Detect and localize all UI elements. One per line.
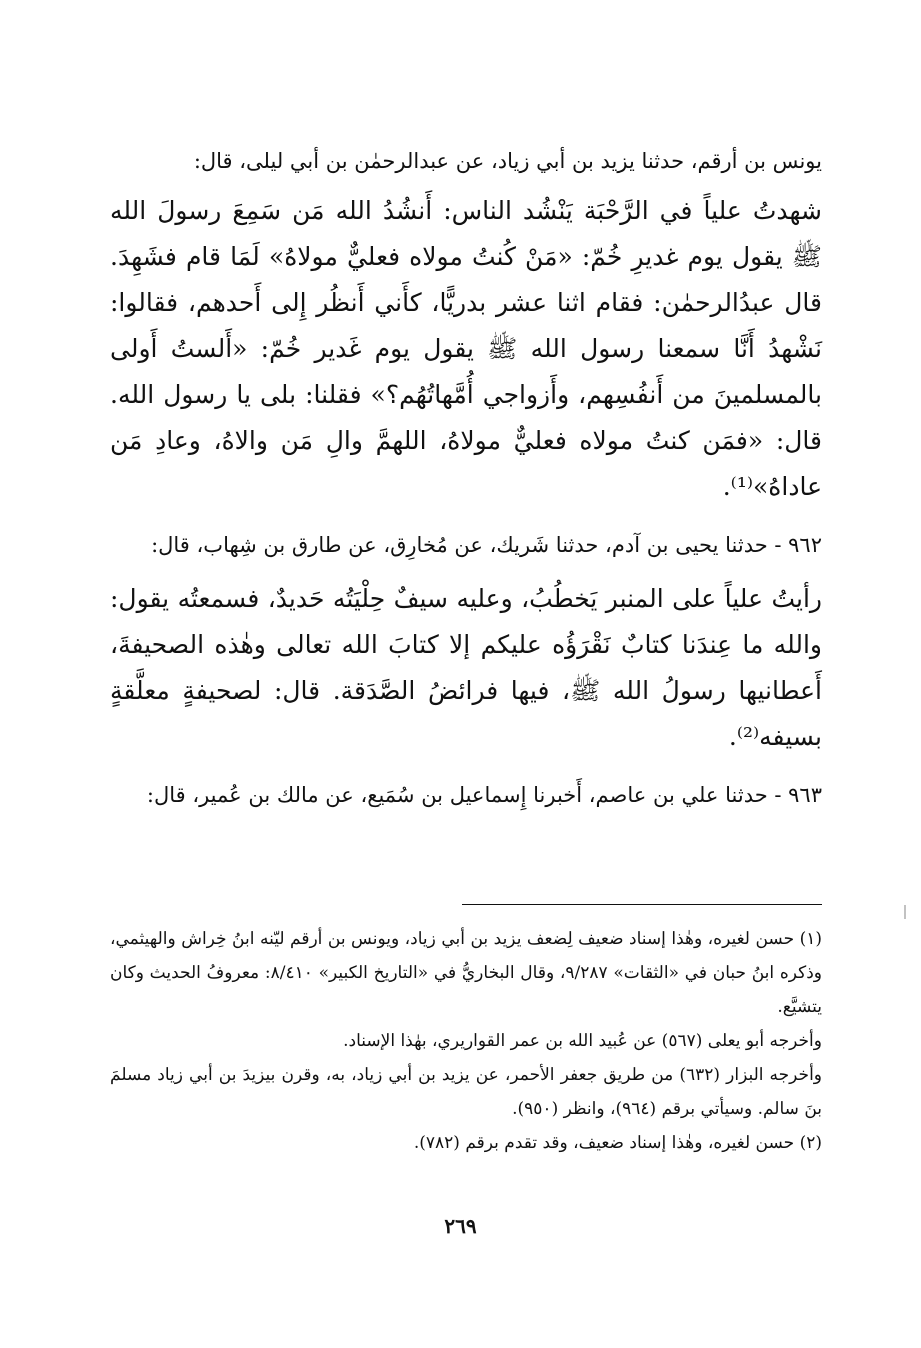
hadith-963-heading (110, 774, 822, 816)
footnotes (110, 922, 822, 1160)
footnote-1-part-a: (١) حسن لغيره، وهٰذا إسناد ضعيف لِضعف يزيد بن أبي زياد، ويونس بن أرقم ليّنه ابنُ خِراش والهيثمي، وذكره ابنُ حبان في «الثقات» ٩/٢٨٧، وقال البخاريُّ في «التاريخ الكبير» ٨/٤١٠: معروفُ الحديث وكان يتشيَّع. (110, 929, 822, 1017)
hadith-961-text: شهدتُ علياً في الرَّحْبَة يَنْشُد الناس: أَنشُدُ الله مَن سَمِعَ رسولَ الله ﷺ يقول يوم غديرِ خُمّ: «مَنْ كُنتُ مولاه فعليٌّ مولاهُ» لَمَا قام فشَهِدَ. قال عبدُالرحمٰن: فقام اثنا عشر بدريًّا، كأَني أَنظُر إِلى أَحدهم، فقالوا: نَشْهدُ أَنَّا سمعنا رسول الله ﷺ يقول يوم غَدير خُمّ: «أَلستُ أَولى بالمسلمينَ من أَنفُسِهم، وأَزواجي أُمَّهاتُهُم؟» فقلنا: بلى يا رسول الله. قال: «فمَن كنتُ مولاه فعليٌّ مولاهُ، اللهمَّ والِ مَن والاهُ، وعادِ مَن عاداهُ»⁽¹⁾. (110, 196, 822, 501)
intro-line (110, 140, 822, 182)
hadith-962-heading (110, 524, 822, 566)
footnote-1-part-b: وأخرجه أبو يعلى (٥٦٧) عن عُبيد الله بن عمر القواريري، بهٰذا الإسناد. (343, 1031, 822, 1051)
hadith-962-body (110, 576, 822, 760)
hadith-963-isnad: ٩٦٣ - حدثنا علي بن عاصم، أَخبرنا إِسماعيل بن سُمَيع، عن مالك بن عُمير، قال: (146, 783, 822, 807)
page-number: ٢٦٩ (444, 1214, 477, 1238)
main-text (110, 128, 822, 826)
hadith-962-isnad: ٩٦٢ - حدثنا يحيى بن آدم، حدثنا شَريك، عن مُخارِق، عن طارق بن شِهاب، قال: (151, 533, 822, 557)
hadith-962-text: رأيتُ علياً على المنبر يَخطُبُ، وعليه سيفٌ حِلْيَتُه حَديدٌ، فسمعتُه يقول: والله ما عِندَنا كتابٌ نَقْرَؤُه عليكم إلا كتابَ الله تعالى وهٰذه الصحيفةَ، أَعطانيها رسولُ الله ﷺ، فيها فرائضُ الصَّدَقة. قال: لصحيفةٍ معلَّقةٍ بسيفه⁽²⁾. (110, 584, 822, 751)
intro-text: يونس بن أرقم، حدثنا يزيد بن أبي زياد، عن عبدالرحمٰن بن أبي ليلى، قال: (193, 149, 822, 173)
footnote-2: (٢) حسن لغيره، وهٰذا إسناد ضعيف، وقد تقدم برقم (٧٨٢). (413, 1133, 822, 1153)
footnote-1-part-c: وأخرجه البزار (٦٣٢) من طريق جعفر الأحمر، عن يزيد بن أبي زياد، به، وقرن بيزيدَ بن أبي زياد مسلمَ بنَ سالم. وسيأتي برقم (٩٦٤)، وانظر (٩٥٠). (110, 1065, 822, 1119)
scan-artifact-mark (904, 905, 906, 919)
hadith-961-body (110, 188, 822, 510)
footnote-separator (462, 904, 822, 905)
